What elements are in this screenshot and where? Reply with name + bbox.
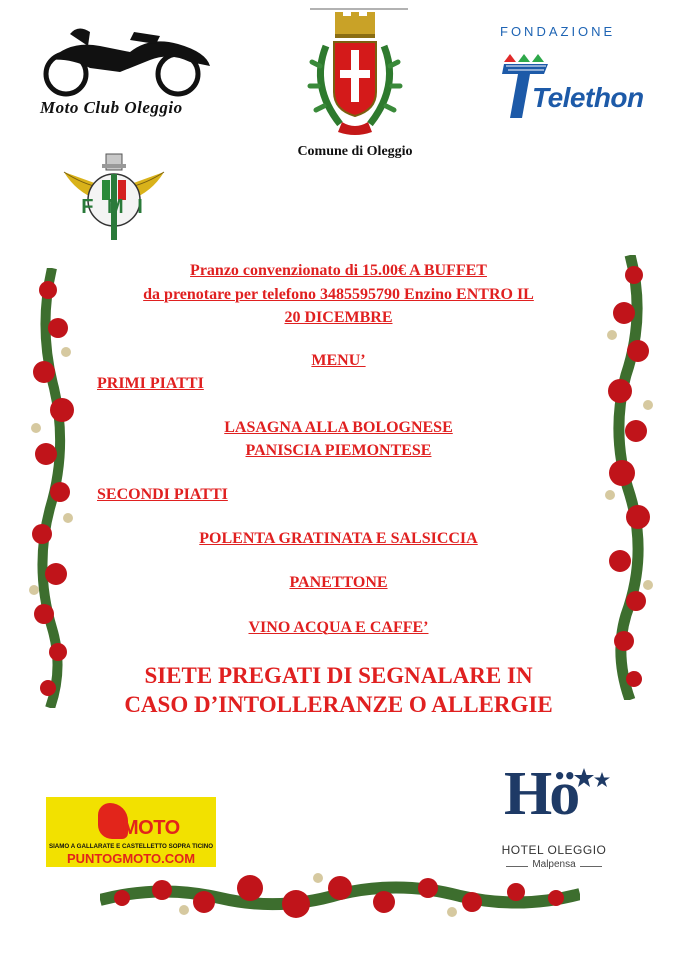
coat-of-arms-icon (280, 6, 430, 141)
fmi-letters: F M I (81, 196, 147, 218)
motorcycle-icon (30, 22, 215, 100)
intro-line-1: Pranzo convenzionato di 15.00€ A BUFFET (190, 262, 487, 279)
fondazione-label: FONDAZIONE (500, 24, 616, 39)
menu-title: MENU’ (311, 352, 366, 369)
puntogmoto-logo (46, 797, 216, 867)
intro-line-2: da prenotare per telefono 3485595790 Enzino ENTRO IL (143, 286, 534, 303)
comune-name: Comune di Oleggio (297, 144, 413, 159)
puntog-brand: MOTO (122, 817, 180, 839)
hotel-name: HOTEL OLEGGIO (501, 843, 607, 857)
telethon-name: Telethon (532, 82, 644, 113)
moto-club-logo (30, 22, 215, 132)
moto-club-name: Moto Club Oleggio (40, 98, 183, 117)
fmi-logo (58, 150, 170, 242)
primi-item-2: PANISCIA PIEMONTESE (245, 442, 432, 459)
hotel-mark: Hö (504, 760, 578, 828)
primi-heading: PRIMI PIATTI (97, 375, 204, 392)
intro-line-3: 20 DICEMBRE (284, 309, 393, 326)
primi-item-1: LASAGNA ALLA BOLOGNESE (224, 419, 453, 436)
hotel-rule-right (580, 866, 602, 867)
notice-line-2: CASO D’INTOLLERANZE O ALLERGIE (124, 692, 553, 717)
comune-logo (280, 6, 430, 166)
puntog-tagline: SIAMO A GALLARATE E CASTELLETTO SOPRA TICINO (48, 843, 214, 850)
secondi-item: POLENTA GRATINATA E SALSICCIA (199, 530, 478, 547)
poinsettia-garland-left (22, 268, 82, 708)
secondi-heading: SECONDI PIATTI (97, 486, 228, 503)
notice-line-1: SIETE PREGATI DI SEGNALARE IN (144, 663, 533, 688)
dessert-item: PANETTONE (289, 574, 388, 591)
star-icons (574, 767, 614, 789)
telethon-logo (478, 18, 663, 140)
hotel-location: Malpensa (532, 859, 576, 870)
poinsettia-garland-bottom (100, 858, 580, 930)
drinks-item: VINO ACQUA E CAFFE’ (248, 619, 429, 636)
puntog-site: PUNTOGMOTO.COM (66, 851, 196, 866)
